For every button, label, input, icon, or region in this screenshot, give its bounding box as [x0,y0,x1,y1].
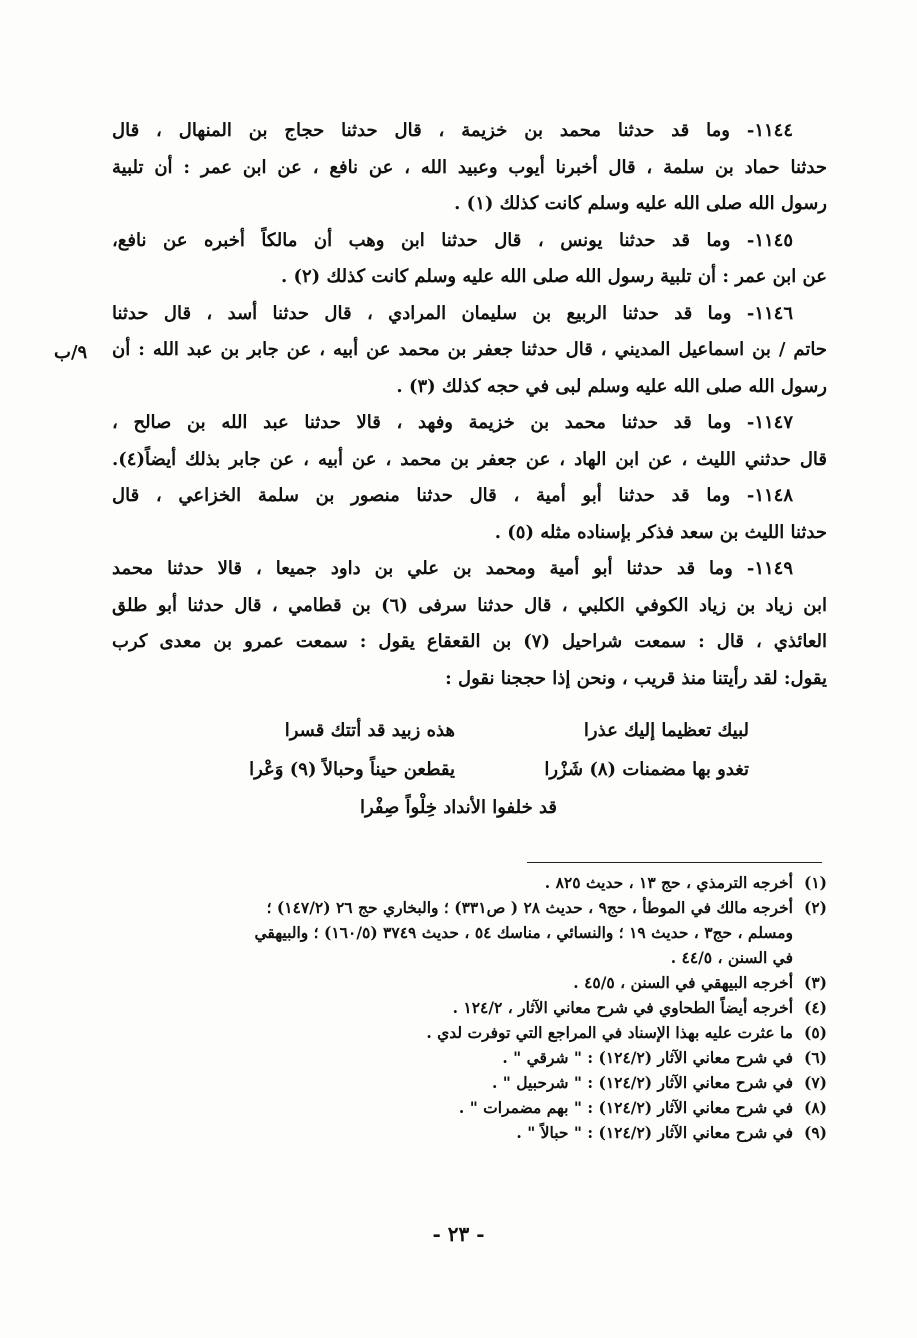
footnote-text: في شرح معاني الآثار (١٢٤/٢) : " شرحبيل " . [492,1073,793,1092]
main-text [112,113,827,697]
text-line: حدثنا حماد بن سلمة ، قال أخبرنا أيوب وعبيد الله ، عن نافع ، عن ابن عمر : أن تلبية [112,156,827,178]
poem-verse: لبيك تعظيما إليك عذرا [583,720,749,741]
text-line: ١١٤٨- وما قد حدثنا أبو أمية ، قال حدثنا منصور بن سلمة الخزاعي ، قال [112,485,793,506]
footnote-continuation [112,920,827,945]
footnote [112,1020,827,1045]
footnote [112,970,827,995]
manuscript-folio-marker: ٩/ب [54,342,88,363]
poem-verse: قد خلفوا الأنداد خِلْواً صِفْرا [359,797,558,818]
poem-verse: يقطعن حيناً وحبالاً (٩) وَعْرا [249,759,455,780]
footnote [112,995,827,1020]
footnote-text: في شرح معاني الآثار (١٢٤/٢) : " حبالاً " . [516,1123,793,1142]
footnote-text: أخرجه مالك في الموطأ ، حج٩ ، حديث ٢٨ ( ص٣٣١) ؛ والبخاري حج ٢٦ (١٤٧/٢) ؛ [266,898,793,917]
text-line: ١١٤٥- وما قد حدثنا يونس ، قال حدثنا ابن وهب أن مالكاً أخبره عن نافع، [112,229,793,251]
footnote-text: ما عثرت عليه بهذا الإسناد في المراجع التي توفرت لدي . [426,1023,793,1042]
text-line: رسول الله صلى الله عليه وسلم كانت كذلك (١) . [454,193,827,214]
footnote-number: (٤) [803,998,827,1017]
poem-verse: هذه زبيد قد أتتك قسرا [284,720,455,741]
footnote-number: (١) [803,873,827,892]
text-line: قال حدثني الليث ، عن ابن الهاد ، عن جعفر بن محمد ، عن أبيه ، عن جابر بذلك أيضاً(٤). [112,448,827,470]
footnote-text: في شرح معاني الآثار (١٢٤/٢) : " شرقي " . [502,1048,793,1067]
footnote-number: (٨) [803,1098,827,1117]
footnote-divider [527,862,822,863]
footnote [112,1045,827,1070]
text-line: ١١٤٧- وما قد حدثنا محمد بن خزيمة وفهد ، قالا حدثنا عبد الله بن صالح ، [112,412,793,433]
poem-verse: تغدو بها مضمنات (٨) شَزْرا [544,759,749,780]
text-line: العائذي ، قال : سمعت شراحيل (٧) بن القعقاع يقول : سمعت عمرو بن معدى كرب [112,631,827,652]
page-number: - ٢٣ - [432,1222,485,1246]
footnote-number: (٢) [803,898,827,917]
footnote-text: أخرجه الترمذي ، حج ١٣ ، حديث ٨٢٥ . [544,873,793,892]
footnotes [112,870,827,1145]
footnote-number: (٥) [803,1023,827,1042]
footnote-text: ومسلم ، حج٣ ، حديث ١٩ ؛ والنسائي ، مناسك ٥٤ ، حديث ٣٧٤٩ (١٦٠/٥) ؛ والبيهقي [254,923,793,942]
footnote [112,1120,827,1145]
footnote-number: (٣) [803,973,827,992]
footnote-text: أخرجه البيهقي في السنن ، ٤٥/٥ . [573,973,793,992]
footnote [112,870,827,895]
text-line: حدثنا الليث بن سعد فذكر بإسناده مثله (٥) . [494,521,827,543]
footnote [112,1095,827,1120]
footnote-number: (٦) [803,1048,827,1067]
text-line: حاتم / بن اسماعيل المديني ، قال حدثنا جعفر بن محمد عن أبيه ، عن جابر بن عبد الله : أن [112,339,827,360]
footnote-continuation [112,945,827,970]
text-line: ابن زياد بن زياد الكوفي الكلبي ، قال حدثنا سرفى (٦) بن قطامي ، قال حدثنا أبو طلق [112,594,827,616]
text-line: عن ابن عمر : أن تلبية رسول الله صلى الله عليه وسلم كانت كذلك (٢) . [280,266,827,287]
footnote-text: في السنن ، ٤٤/٥ . [670,948,793,967]
text-line: ١١٤٦- وما قد حدثنا الربيع بن سليمان المرادي ، قال حدثنا أسد ، قال حدثنا [112,302,793,324]
footnote-text: في شرح معاني الآثار (١٢٤/٢) : " بهم مضمرات " . [458,1098,793,1117]
footnote [112,895,827,920]
footnote [112,1070,827,1095]
text-line: رسول الله صلى الله عليه وسلم لبى في حجه كذلك (٣) . [396,375,827,397]
footnote-text: أخرجه أيضاً الطحاوي في شرح معاني الآثار ، ١٢٤/٢ . [452,998,793,1017]
footnote-number: (٩) [803,1123,827,1142]
footnote-number: (٧) [803,1073,827,1092]
text-line: يقول: لقد رأيتنا منذ قريب ، ونحن إذا حججنا نقول : [445,667,827,689]
text-line: ١١٤٤- وما قد حدثنا محمد بن خزيمة ، قال حدثنا حجاج بن المنهال ، قال [112,120,793,141]
text-line: ١١٤٩- وما قد حدثنا أبو أمية ومحمد بن علي بن داود جميعا ، قالا حدثنا محمد [112,558,793,579]
